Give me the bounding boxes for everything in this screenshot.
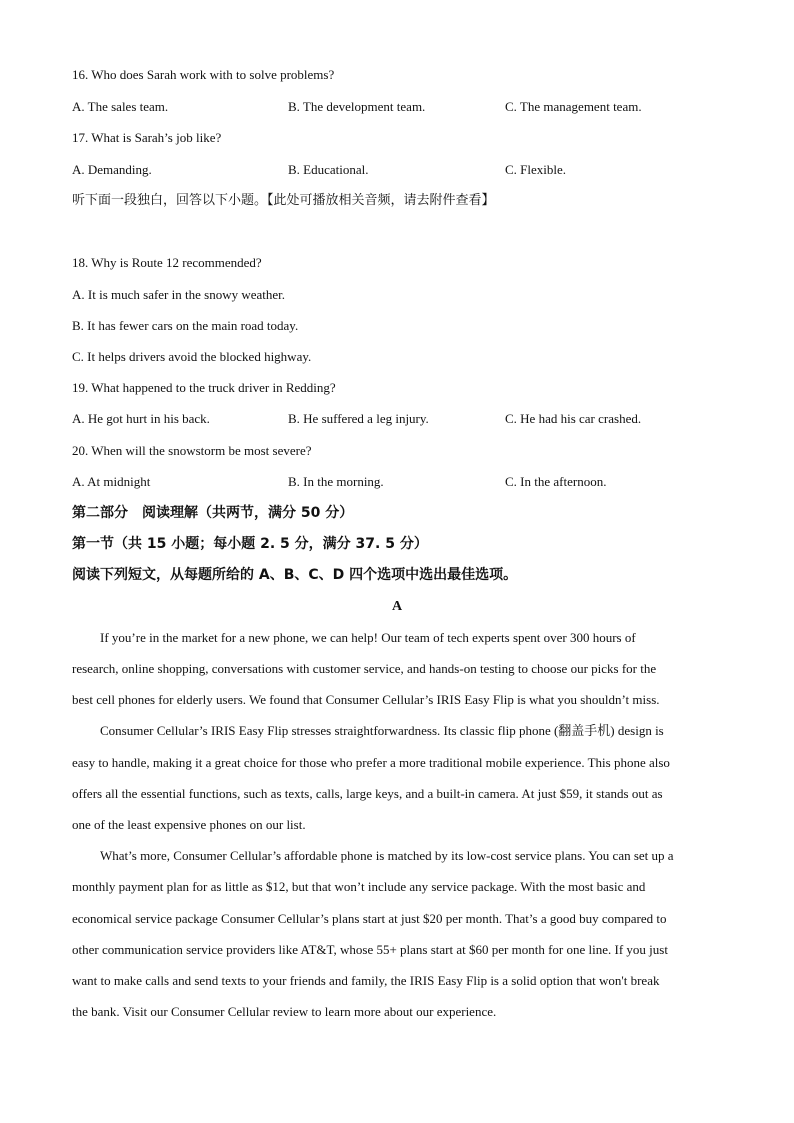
passage-p3-line: the bank. Visit our Consumer Cellular review to learn more about our experience.: [72, 1004, 497, 1019]
q20-option-a: A. At midnight: [72, 474, 151, 489]
q19-option-c: C. He had his car crashed.: [505, 411, 642, 426]
question-18: 18. Why is Route 12 recommended?: [72, 255, 262, 270]
passage-p1-line: research, online shopping, conversations with customer service, and hands-on testing to choose our picks for the: [72, 661, 657, 676]
passage-p2-line: Consumer Cellular’s IRIS Easy Flip stresses straightforwardness. Its classic flip phone (翻盖手机) design is: [100, 723, 664, 738]
q16-option-a: A. The sales team.: [72, 99, 169, 114]
q20-option-b: B. In the morning.: [288, 474, 384, 489]
q17-option-c: C. Flexible.: [505, 162, 567, 177]
passage-p3-line: economical service package Consumer Cellular’s plans start at just $20 per month. That’s a good buy compared to: [72, 911, 667, 926]
part2-heading: 第二部分 阅读理解（共两节，满分 50 分）: [72, 505, 354, 521]
passage-p1-line: If you’re in the market for a new phone, we can help! Our team of tech experts spent over 300 hours of: [100, 630, 636, 645]
q16-option-c: C. The management team.: [505, 99, 642, 114]
q16-option-b: B. The development team.: [288, 99, 426, 114]
q17-option-a: A. Demanding.: [72, 162, 152, 177]
q19-option-a: A. He got hurt in his back.: [72, 411, 210, 426]
question-20: 20. When will the snowstorm be most severe?: [72, 443, 312, 458]
q17-option-b: B. Educational.: [288, 162, 369, 177]
passage-p3-line: monthly payment plan for as little as $12, but that won’t include any service package. With the most basic and: [72, 879, 646, 894]
section1-heading: 第一节（共 15 小题；每小题 2. 5 分，满分 37. 5 分）: [72, 536, 428, 552]
q18-option-b: B. It has fewer cars on the main road today.: [72, 318, 299, 333]
passage-p3-line: What’s more, Consumer Cellular’s affordable phone is matched by its low-cost service plans. You can set up a: [100, 848, 674, 863]
passage-p1-line: best cell phones for elderly users. We found that Consumer Cellular’s IRIS Easy Flip is what you shouldn’t miss.: [72, 692, 660, 707]
passage-p2-line: one of the least expensive phones on our list.: [72, 817, 306, 832]
question-17: 17. What is Sarah’s job like?: [72, 130, 222, 145]
question-19: 19. What happened to the truck driver in Redding?: [72, 380, 336, 395]
question-16: 16. Who does Sarah work with to solve problems?: [72, 67, 335, 82]
passage-p2-line: offers all the essential functions, such as texts, calls, large keys, and a built-in camera. At just $59, it stands out as: [72, 786, 663, 801]
passage-label: A: [391, 599, 403, 614]
passage-p3-line: want to make calls and send texts to your friends and family, the IRIS Easy Flip is a solid option that won't break: [72, 973, 660, 988]
passage-p2-line: easy to handle, making it a great choice for those who prefer a more traditional mobile experience. This phone also: [72, 755, 670, 770]
q20-option-c: C. In the afternoon.: [505, 474, 607, 489]
q18-option-a: A. It is much safer in the snowy weather.: [72, 287, 286, 302]
passage-p3-line: other communication service providers like AT&T, whose 55+ plans start at $60 per month for one line. If you just: [72, 942, 668, 957]
q19-option-b: B. He suffered a leg injury.: [288, 411, 429, 426]
monologue-intro: 听下面一段独白，回答以下小题。【此处可播放相关音频，请去附件查看】: [72, 193, 495, 208]
instructions: 阅读下列短文，从每题所给的 A、B、C、D 四个选项中选出最佳选项。: [72, 567, 518, 583]
q18-option-c: C. It helps drivers avoid the blocked highway.: [72, 349, 312, 364]
